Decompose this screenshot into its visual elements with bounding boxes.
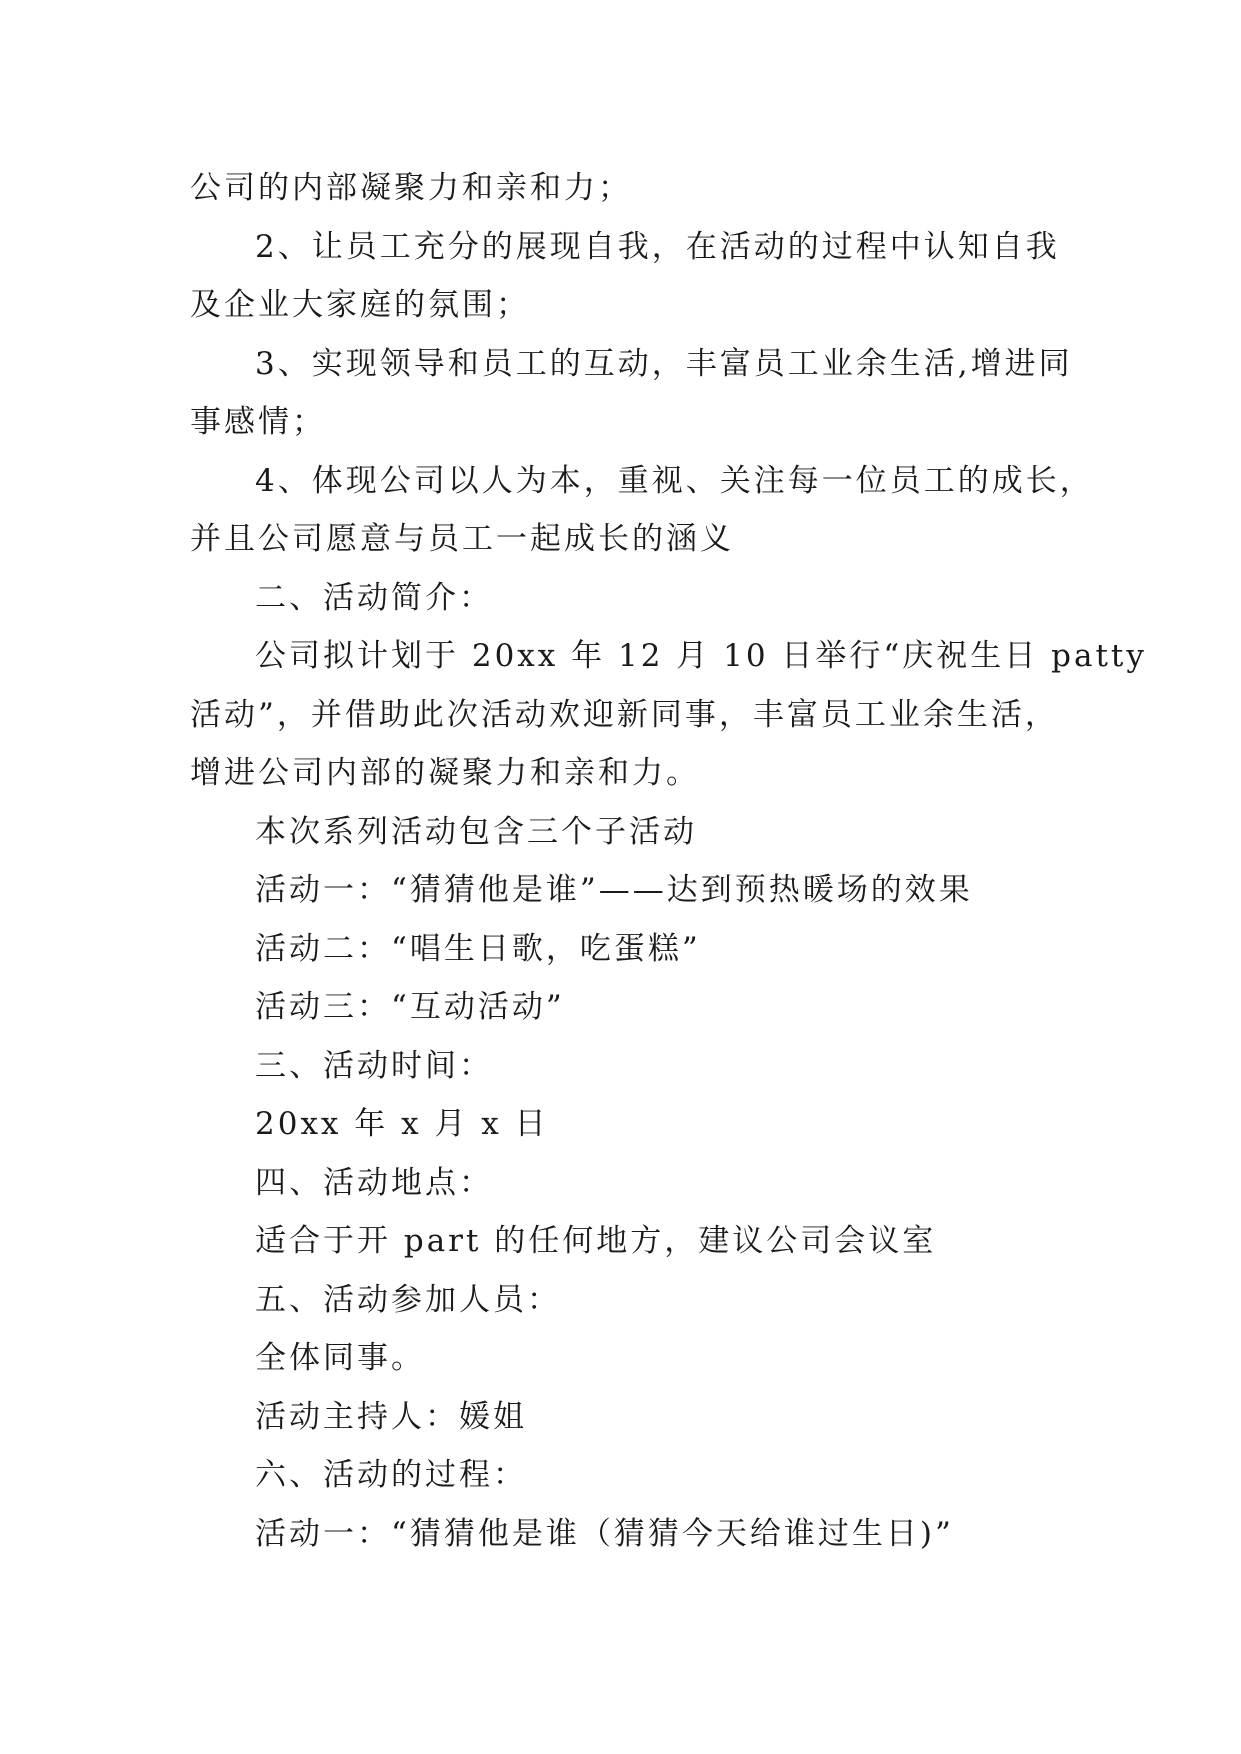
text-line: 全体同事。 — [255, 1340, 425, 1376]
text-line: 2、让员工充分的展现自我，在活动的过程中认知自我 — [255, 228, 1060, 265]
text-line: 公司的内部凝聚力和亲和力； — [190, 170, 632, 206]
section-heading: 三、活动时间： — [255, 1047, 493, 1084]
text-line: 活动二：“唱生日歌，吃蛋糕” — [255, 930, 701, 967]
text-line: 增进公司内部的凝聚力和亲和力。 — [190, 755, 700, 791]
section-heading: 六、活动的过程： — [255, 1457, 527, 1493]
text-line: 适合于开 part 的任何地方，建议公司会议室 — [255, 1223, 937, 1259]
document-body — [190, 159, 1147, 1563]
section-heading: 四、活动地点： — [255, 1164, 493, 1201]
section-heading: 二、活动简介： — [255, 579, 493, 616]
section-heading: 五、活动参加人员： — [255, 1281, 561, 1318]
text-line: 4、体现公司以人为本，重视、关注每一位员工的成长， — [255, 462, 1094, 499]
text-line: 3、实现领导和员工的互动，丰富员工业余生活,增进同 — [255, 345, 1073, 382]
text-line: 活动主持人：媛姐 — [255, 1398, 527, 1435]
text-line: 事感情； — [190, 404, 326, 440]
text-line: 本次系列活动包含三个子活动 — [255, 813, 697, 850]
text-line: 活动三：“互动活动” — [255, 989, 565, 1025]
text-line: 公司拟计划于 20xx 年 12 月 10 日举行“庆祝生日 patty — [255, 638, 1147, 674]
text-line: 活动一：“猜猜他是谁”——达到预热暖场的效果 — [255, 872, 973, 908]
text-line: 20xx 年 x 月 x 日 — [255, 1106, 549, 1142]
text-line: 并且公司愿意与员工一起成长的涵义 — [190, 521, 734, 557]
text-line: 及企业大家庭的氛围； — [190, 287, 530, 323]
text-line: 活动一：“猜猜他是谁（猜猜今天给谁过生日)” — [255, 1515, 954, 1552]
text-line: 活动”，并借助此次活动欢迎新同事，丰富员工业余生活， — [190, 696, 1059, 733]
